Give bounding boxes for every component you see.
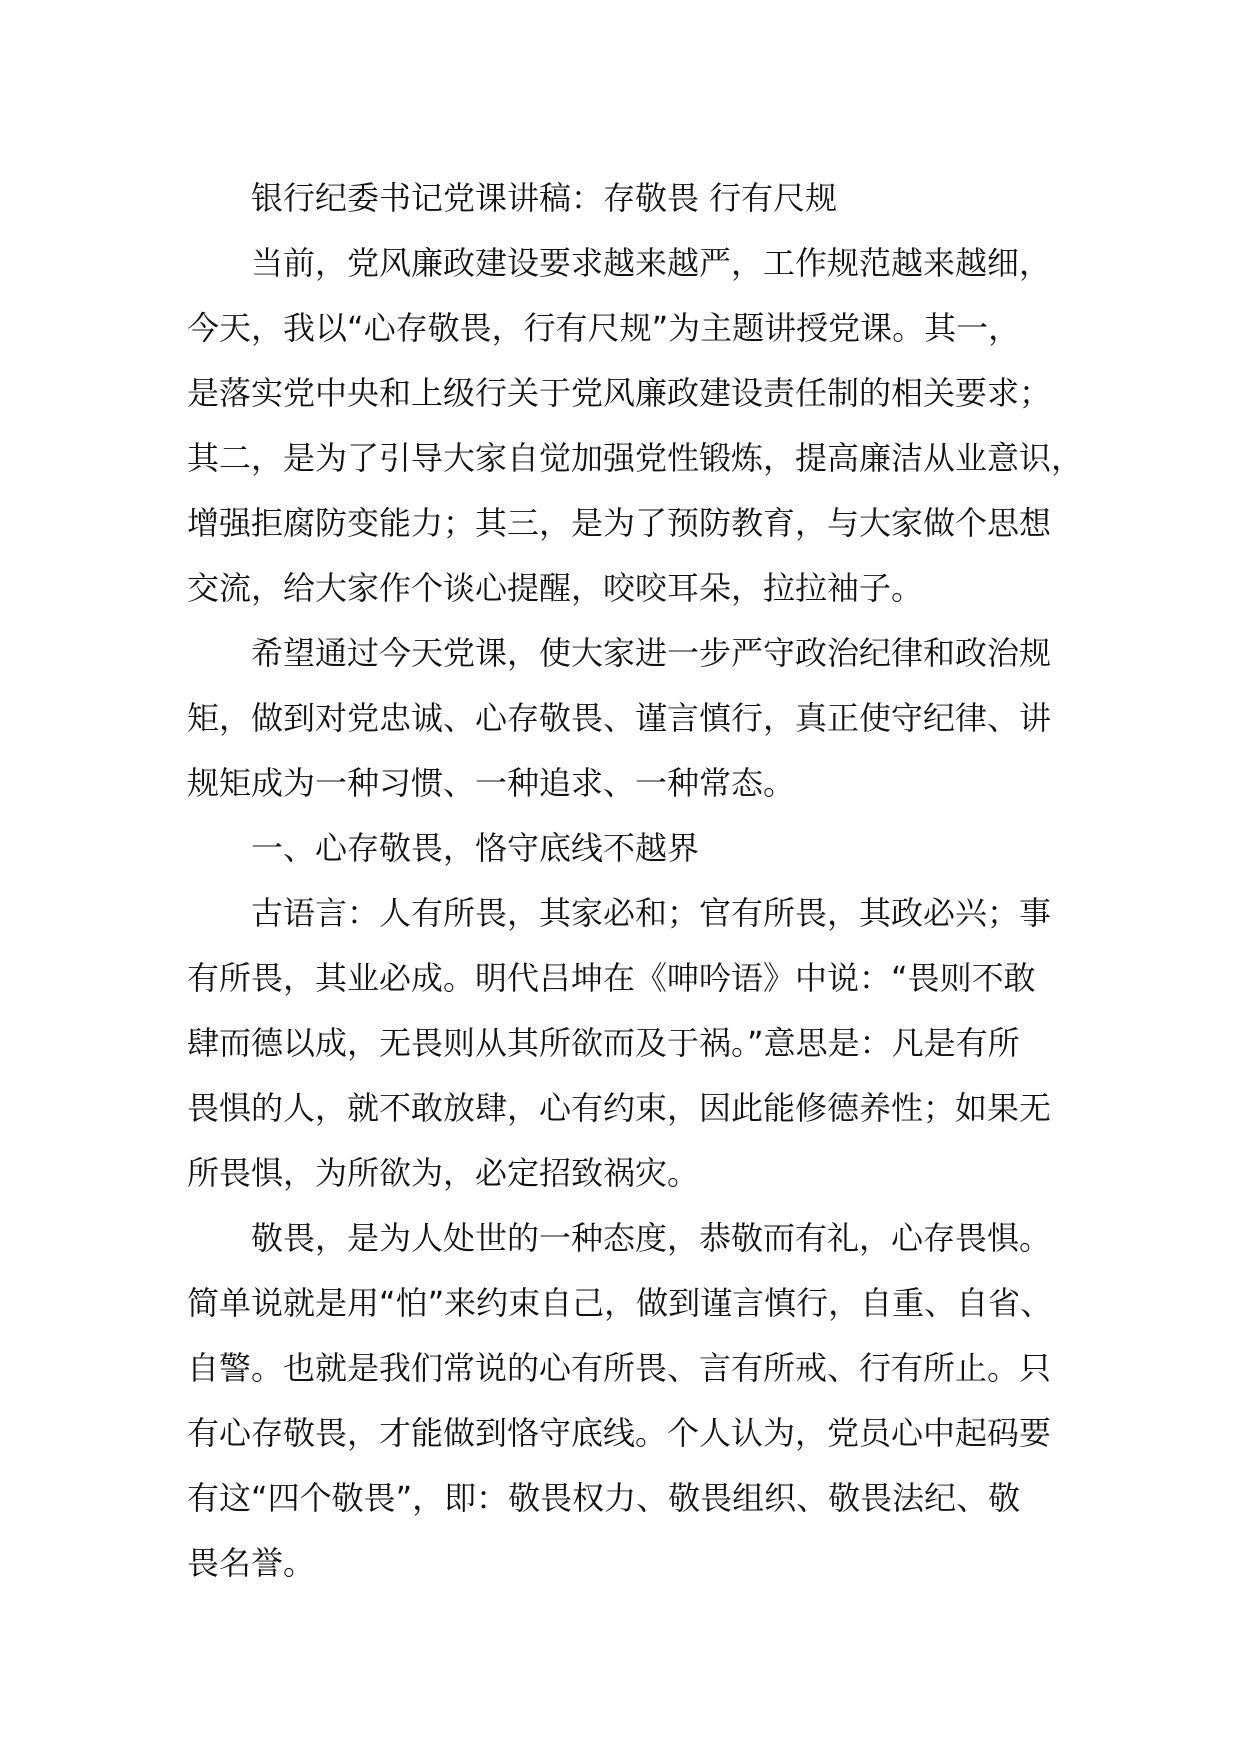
paragraph-line: 简单说就是用“怕”来约束自己，做到谨言慎行，自重、自省、 xyxy=(187,1284,1053,1322)
paragraph-line: 敬畏，是为人处世的一种态度，恭敬而有礼，心存畏惧。 xyxy=(251,1219,1052,1257)
paragraph-line: 有心存敬畏，才能做到恪守底线。个人认为，党员心中起码要 xyxy=(187,1414,1052,1452)
document-title xyxy=(187,166,1087,231)
paragraph-line: 所畏惧，为所欲为，必定招致祸灾。 xyxy=(187,1154,700,1192)
paragraph-line: 肆而德以成，无畏则从其所欲而及于祸。”意思是：凡是有所 xyxy=(187,1024,1020,1062)
paragraph-line: 当前，党风廉政建设要求越来越严，工作规范越来越细， xyxy=(251,244,1052,282)
paragraph-line: 畏惧的人，就不敢放肆，心有约束，因此能修德养性；如果无 xyxy=(187,1089,1052,1127)
paragraph-4 xyxy=(187,1206,1087,1596)
section-heading-line: 一、心存敬畏，恪守底线不越界 xyxy=(251,829,700,867)
paragraph-line: 增强拒腐防变能力；其三，是为了预防教育，与大家做个思想 xyxy=(187,504,1052,542)
section-heading xyxy=(187,816,1087,881)
paragraph-line: 自警。也就是我们常说的心有所畏、言有所戒、行有所止。只 xyxy=(187,1349,1052,1387)
title-line: 银行纪委书记党课讲稿：存敬畏 行有尺规 xyxy=(251,179,838,217)
paragraph-3 xyxy=(187,881,1087,1206)
document-body xyxy=(187,166,1087,1596)
paragraph-line: 今天，我以“心存敬畏，行有尺规”为主题讲授党课。其一， xyxy=(187,309,1021,347)
paragraph-line: 其二，是为了引导大家自觉加强党性锻炼，提高廉洁从业意识， xyxy=(187,439,1084,477)
paragraph-1 xyxy=(187,231,1087,621)
paragraph-line: 希望通过今天党课，使大家进一步严守政治纪律和政治规 xyxy=(251,634,1052,672)
paragraph-line: 是落实党中央和上级行关于党风廉政建设责任制的相关要求； xyxy=(187,374,1052,412)
paragraph-line: 古语言：人有所畏，其家必和；官有所畏，其政必兴；事 xyxy=(251,894,1052,932)
paragraph-line: 规矩成为一种习惯、一种追求、一种常态。 xyxy=(187,764,796,802)
paragraph-line: 有所畏，其业必成。明代吕坤在《呻吟语》中说：“畏则不敢 xyxy=(187,959,1036,997)
paragraph-2 xyxy=(187,621,1087,816)
paragraph-line: 有这“四个敬畏”，即：敬畏权力、敬畏组织、敬畏法纪、敬 xyxy=(187,1479,1021,1517)
paragraph-line: 交流，给大家作个谈心提醒，咬咬耳朵，拉拉袖子。 xyxy=(187,569,924,607)
paragraph-line: 畏名誉。 xyxy=(187,1544,316,1582)
paragraph-line: 矩，做到对党忠诚、心存敬畏、谨言慎行，真正使守纪律、讲 xyxy=(187,699,1052,737)
